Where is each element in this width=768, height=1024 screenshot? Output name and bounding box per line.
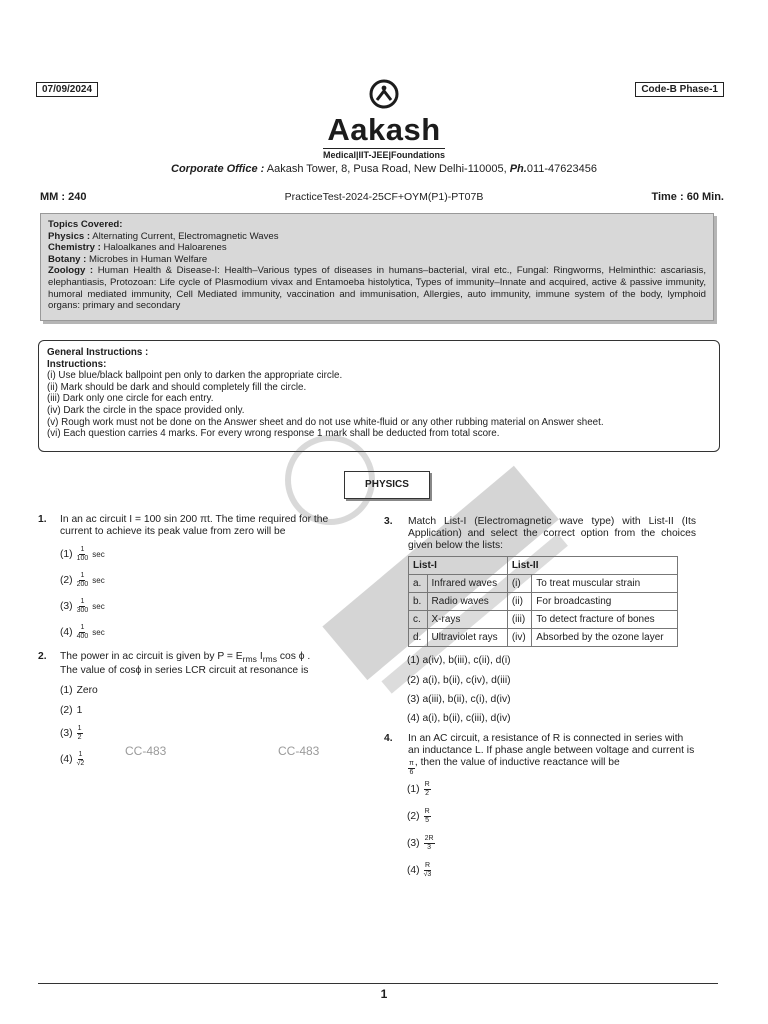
option-label: (4) (60, 754, 73, 765)
denominator: 400 (76, 633, 89, 640)
q4-option-2[interactable] (407, 808, 431, 825)
brand-tagline: Medical|IIT-JEE|Foundations (322, 150, 446, 160)
table-row (409, 629, 678, 647)
table-cell: Infrared waves (427, 575, 507, 593)
option-text: 1 (76, 705, 83, 716)
paper-code: Code-B Phase-1 (635, 82, 724, 97)
table-row (409, 593, 678, 611)
instructions-title: General Instructions : (47, 347, 149, 358)
instruction-line: (i) Use blue/black ballpoint pen only to darken the appropriate circle. (47, 370, 343, 382)
physics-label: Physics : (48, 230, 91, 242)
question-number: 4. (384, 733, 393, 744)
option-label: (1) (60, 549, 73, 560)
q3-option-4[interactable]: (4) a(i), b(ii), c(iii), d(iv) (407, 713, 511, 724)
table-cell: c. (409, 611, 428, 629)
unit: sec (92, 628, 105, 637)
question-text: I (256, 651, 263, 662)
option-label: (1) (60, 685, 73, 696)
corporate-office (0, 163, 768, 175)
q1-option-4[interactable] (60, 624, 105, 641)
max-marks: MM : 240 (40, 191, 87, 203)
question-1 (38, 514, 348, 538)
table-row (409, 575, 678, 593)
denominator: 5 (425, 817, 430, 824)
question-text: Match List-I (Electromagnetic wave type) with List-II (Its Application) and select the correct option from the choices given below the lists: (408, 516, 696, 551)
question-2 (38, 651, 358, 677)
subscript: rms (262, 654, 277, 665)
question-text: The value of cosϕ in series LCR circuit at resonance is (60, 665, 309, 677)
numerator: R (424, 781, 430, 788)
fraction (77, 546, 89, 563)
column-header: List-II (507, 557, 677, 575)
denominator: 2 (77, 734, 82, 741)
q1-option-1[interactable] (60, 546, 105, 563)
corporate-label: Corporate Office : (171, 163, 265, 175)
q3-option-1[interactable]: (1) a(iv), b(iii), c(ii), d(i) (407, 655, 511, 666)
numerator: 2R (424, 835, 434, 842)
numerator: 1 (77, 725, 82, 732)
cc-stamp: CC-483 (278, 744, 320, 758)
option-label: (3) (60, 728, 73, 739)
fraction (424, 835, 435, 852)
fraction (77, 725, 83, 742)
q2-option-1[interactable] (60, 685, 98, 696)
topics-title: Topics Covered: (48, 219, 123, 230)
fraction (424, 808, 431, 825)
option-label: (4) (60, 627, 73, 638)
question-3 (384, 516, 696, 552)
question-number: 3. (384, 516, 393, 527)
numerator: R (424, 808, 430, 815)
section-title: PHYSICS (344, 471, 430, 499)
test-name: PracticeTest-2024-25CF+OYM(P1)-PT07B (284, 191, 484, 203)
denominator: 3 (427, 844, 432, 851)
question-number: 1. (38, 514, 47, 525)
table-cell: d. (409, 629, 428, 647)
instruction-line: (iv) Dark the circle in the space provided only. (47, 404, 245, 416)
numerator: R (424, 862, 430, 869)
physics-topics: Alternating Current, Electromagnetic Waves (90, 230, 279, 242)
question-text: , then the value of inductive reactance will be (414, 757, 620, 768)
table-cell: To treat muscular strain (532, 575, 678, 593)
question-4 (384, 733, 696, 777)
numerator: π (409, 760, 414, 767)
instruction-line: (v) Rough work must not be done on the Answer sheet and do not use white-fluid or any other rubbing material on Answer sheet. (47, 416, 604, 428)
q1-option-2[interactable] (60, 572, 105, 589)
instructions-subtitle: Instructions: (47, 358, 107, 370)
table-cell: (iv) (507, 629, 531, 647)
question-text: In an AC circuit, a resistance of R is connected in series with an inductance L. If phase angle between voltage and current is (408, 733, 695, 756)
option-label: (1) (407, 784, 420, 795)
corporate-address: Aakash Tower, 8, Pusa Road, New Delhi-110005, (264, 163, 510, 175)
page-number: 1 (380, 987, 388, 1001)
column-header: List-I (409, 557, 508, 575)
fraction (424, 862, 432, 879)
subscript: rms (242, 654, 257, 665)
fraction (77, 598, 89, 615)
instruction-line: (vi) Each question carries 4 marks. For every wrong response 1 mark shall be deducted from total score. (47, 428, 500, 440)
numerator: 1 (80, 546, 85, 553)
denominator: √2 (76, 760, 85, 767)
q4-option-3[interactable] (407, 835, 435, 852)
question-text: cos ϕ . (277, 651, 311, 662)
test-date: 07/09/2024 (36, 82, 98, 97)
q3-option-3[interactable]: (3) a(iii), b(ii), c(i), d(iv) (407, 694, 511, 705)
table-cell: Radio waves (427, 593, 507, 611)
brand-name: Aakash (327, 112, 441, 147)
option-label: (2) (60, 705, 73, 716)
denominator: 200 (76, 581, 89, 588)
table-cell: For broadcasting (532, 593, 678, 611)
botany-label: Botany : (48, 253, 87, 265)
q4-option-4[interactable] (407, 862, 431, 879)
chemistry-label: Chemistry : (48, 242, 101, 254)
chemistry-topics: Haloalkanes and Haloarenes (100, 242, 227, 254)
fraction (424, 781, 431, 798)
q3-option-2[interactable]: (2) a(i), b(ii), c(iv), d(iii) (407, 675, 511, 686)
fraction (77, 751, 85, 768)
table-cell: To detect fracture of bones (532, 611, 678, 629)
table-header-row (409, 557, 678, 575)
table-cell: b. (409, 593, 428, 611)
table-cell: (ii) (507, 593, 531, 611)
general-instructions-box (38, 340, 720, 452)
logo-emblem-icon (367, 78, 401, 110)
option-label: (3) (407, 838, 420, 849)
denominator: 6 (409, 769, 414, 776)
botany-topics: Microbes in Human Welfare (86, 253, 208, 265)
denominator: 100 (76, 555, 89, 562)
question-text: In an ac circuit I = 100 sin 200 πt. The time required for the current to achieve its peak value from zero will be (60, 514, 329, 537)
q2-option-4[interactable] (60, 751, 84, 768)
numerator: 1 (80, 598, 85, 605)
cc-stamp: CC-483 (125, 744, 167, 758)
table-cell: a. (409, 575, 428, 593)
unit: sec (92, 602, 105, 611)
fraction (77, 624, 89, 641)
table-cell: Ultraviolet rays (427, 629, 507, 647)
denominator: √3 (423, 871, 432, 878)
table-cell: (iii) (507, 611, 531, 629)
option-label: (2) (60, 575, 73, 586)
question-text: The power in ac circuit is given by P = E (60, 651, 243, 662)
zoology-label: Zoology : (48, 265, 94, 277)
instruction-line: (ii) Mark should be dark and should completely fill the circle. (47, 381, 307, 393)
numerator: 1 (80, 572, 85, 579)
test-time: Time : 60 Min. (651, 191, 724, 203)
q2-option-3[interactable] (60, 725, 83, 742)
phase-fraction (408, 760, 415, 777)
denominator: 300 (76, 607, 89, 614)
fraction (77, 572, 89, 589)
unit: sec (92, 576, 105, 585)
option-text: Zero (76, 685, 98, 696)
unit: sec (92, 550, 105, 559)
q1-option-3[interactable] (60, 598, 105, 615)
question-number: 2. (38, 651, 47, 662)
denominator: 2 (425, 790, 430, 797)
topics-covered-box (40, 213, 714, 321)
numerator: 1 (78, 751, 83, 758)
aakash-logo (0, 78, 768, 163)
instruction-line: (iii) Dark only one circle for each entry. (47, 393, 214, 405)
footer-divider (38, 983, 718, 984)
table-row (409, 611, 678, 629)
phone-number: 011-47623456 (526, 163, 597, 175)
zoology-topics: Human Health & Disease-I: Health–Various types of diseases in humans–bacterial, viral etc., Fungal: Ringworms, Helminthic: ascariasis, elephantiasis, Protozoan: Life cycle of Plasmodium vivax and Entamoeba histolytica, Types of immunity–Innate and acquired, active & passive immunity, humoral mediated immunity, Cell Mediated immunity, vaccination and immunisation, Allergies, auto immunity, immune system of the body, lymphoid organs: primary and secondary (48, 265, 706, 312)
option-label: (3) (60, 601, 73, 612)
q4-option-1[interactable] (407, 781, 431, 798)
match-list-table (408, 556, 678, 647)
table-cell: Absorbed by the ozone layer (532, 629, 678, 647)
table-cell: X-rays (427, 611, 507, 629)
phone-label: Ph. (509, 163, 527, 175)
numerator: 1 (80, 624, 85, 631)
option-label: (2) (407, 811, 420, 822)
table-cell: (i) (507, 575, 531, 593)
q2-option-2[interactable] (60, 705, 82, 716)
option-label: (4) (407, 865, 420, 876)
